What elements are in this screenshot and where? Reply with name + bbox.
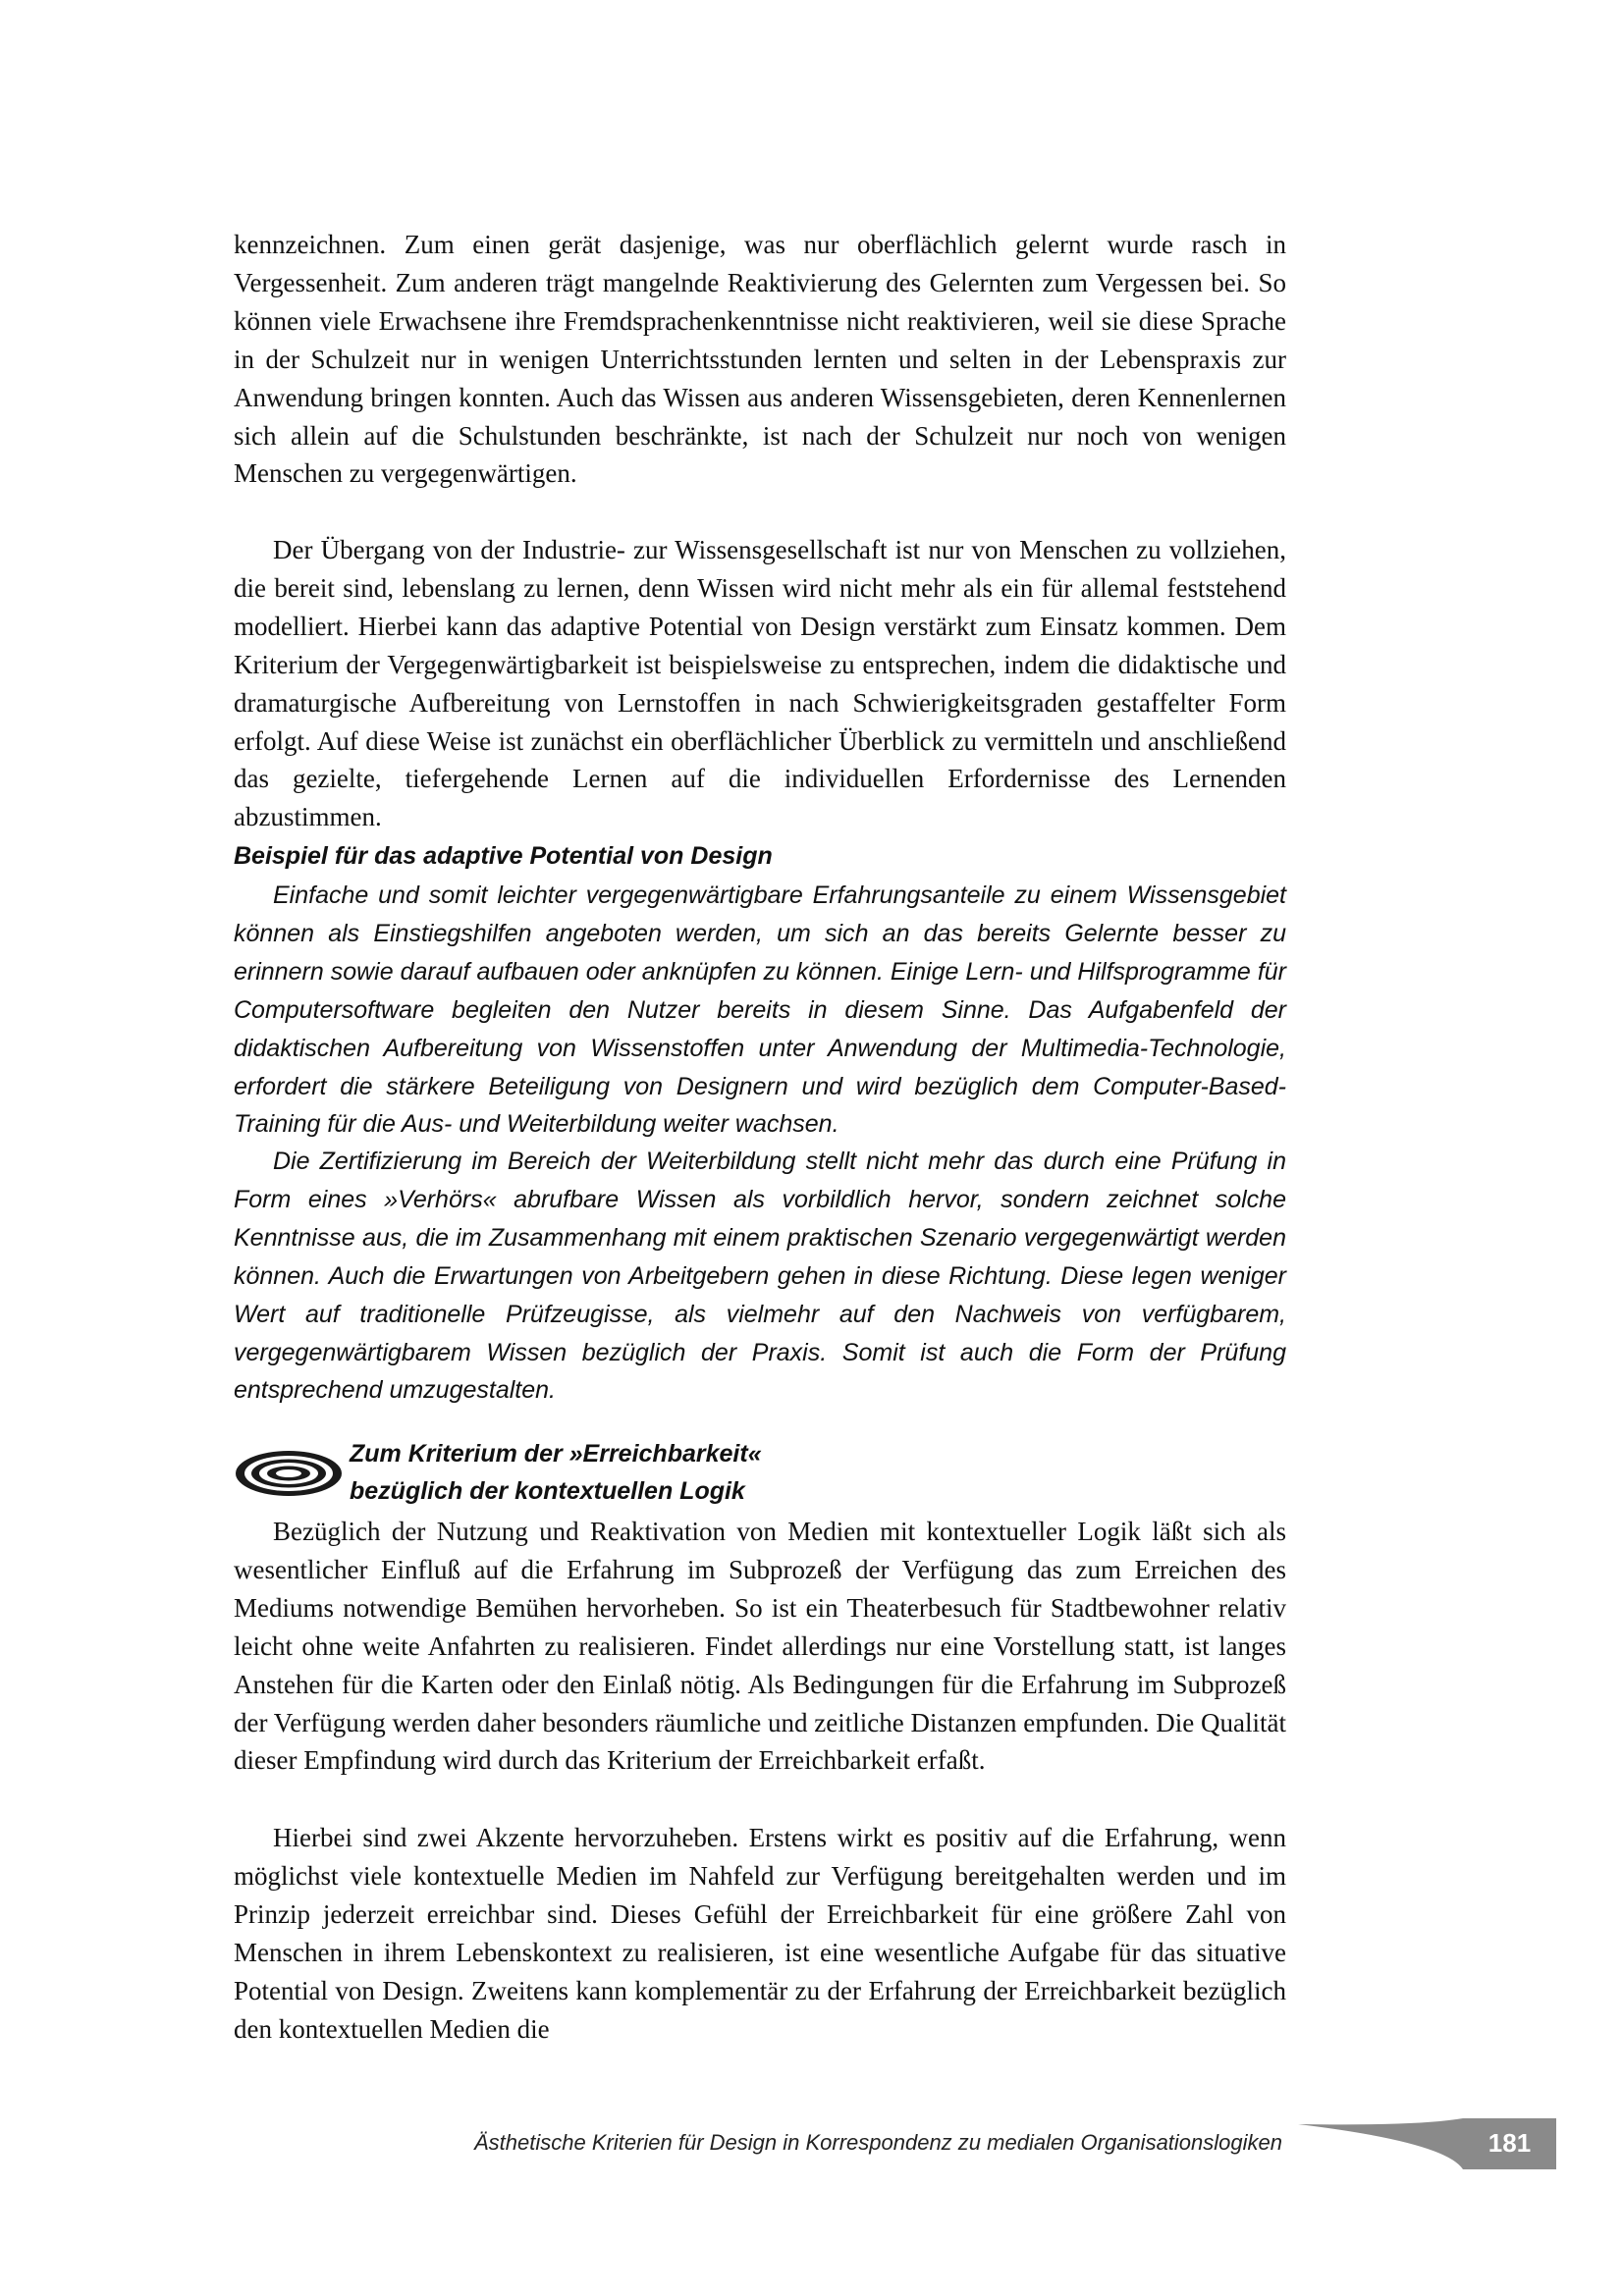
running-footer-title: Ästhetische Kriterien für Design in Korrespondenz zu medialen Organisationslogiken bbox=[473, 2130, 1282, 2155]
example-heading: Beispiel für das adaptive Potential von Design bbox=[234, 842, 773, 870]
section-paragraph-1: Bezüglich der Nutzung und Reaktivation von Medien mit kontextueller Logik läßt sich als wesentlicher Einfluß auf die Erfahrung im Subprozeß der Verfügung das zum Erreichen des Mediums notwendige Bemühen hervorheben. So ist ein Theaterbesuch für Stadtbewohner relativ leicht ohne weite Anfahrten zu realisieren. Findet allerdings nur eine Vorstellung statt, ist langes Anstehen für die Karten oder den Einlaß nötig. Als Bedingungen für die Erfahrung im Subprozeß der Verfügung werden daher besonders räumliche und zeitliche Distanzen empfunden. Die Qualität dieser Empfindung wird durch das Kriterium der Erreichbarkeit erfaßt. bbox=[234, 1517, 1286, 1776]
body-paragraph-2: Der Übergang von der Industrie- zur Wissensgesellschaft ist nur von Menschen zu vollziehen, die bereit sind, lebenslang zu lernen, denn Wissen wird nicht mehr als ein für allemal feststehend modelliert. Hierbei kann das adaptive Potential von Design verstärkt zum Einsatz kommen. Dem Kriterium der Vergegenwärtigbarkeit ist beispielsweise zu entsprechen, indem die didaktische und dramaturgische Aufbereitung von Lernstoffen in nach Schwierigkeitsgraden gestaffelter Form erfolgt. Auf diese Weise ist zunächst ein oberflächlicher Überblick zu vermitteln und anschließend das gezielte, tiefergehende Lernen auf die individuellen Erfordernisse des Lernenden abzustimmen. bbox=[234, 535, 1286, 832]
page-number: 181 bbox=[1488, 2128, 1532, 2158]
section-heading-line-2: bezüglich der kontextuellen Logik bbox=[350, 1477, 745, 1505]
target-icon bbox=[234, 1449, 344, 1498]
body-paragraph-1: kennzeichnen. Zum einen gerät dasjenige, was nur oberflächlich gelernt wurde rasch in Vergessenheit. Zum anderen trägt mangelnde Reaktivierung des Gelernten zum Vergessen bei. So können viele Erwachsene ihre Fremdsprachenkenntnisse nicht reaktivieren, weil sie diese Sprache in der Schulzeit nur in wenigen Unterrichtsstunden lernten und selten in der Lebenspraxis zur Anwendung bringen konnten. Auch das Wissen aus anderen Wissensgebieten, deren Kennenlernen sich allein auf die Schulstunden beschränkte, ist nach der Schulzeit nur noch von wenigen Menschen zu vergegenwärtigen. bbox=[234, 230, 1286, 489]
example-paragraph-1: Einfache und somit leichter vergegenwärtigbare Erfahrungsanteile zu einem Wissensgebiet können als Einstiegshilfen angeboten werden, um sich an das bereits Gelernte besser zu erinnern sowie darauf aufbauen oder anknüpfen zu können. Einige Lern- und Hilfsprogramme für Computersoftware begleiten den Nutzer bereits in diesem Sinne. Das Aufgabenfeld der didaktischen Aufbereitung von Wissenstoffen unter Anwendung der Multimedia-Technologie, erfordert die stärkere Beteiligung von Designern und wird bezüglich dem Computer-Based-Training für die Aus- und Weiterbildung weiter wachsen. bbox=[234, 881, 1286, 1139]
example-paragraph-2: Die Zertifizierung im Bereich der Weiterbildung stellt nicht mehr das durch eine Prüfung in Form eines »Verhörs« abrufbare Wissen als vorbildlich hervor, sondern zeichnet solche Kenntnisse aus, die im Zusammenhang mit einem praktischen Szenario vergegenwärtigt werden können. Auch die Erwartungen von Arbeitgebern gehen in diese Richtung. Diese legen weniger Wert auf traditionelle Prüfzeugisse, als vielmehr auf den Nachweis von verfügbarem, vergegenwärtigbarem Wissen bezüglich der Praxis. Somit ist auch die Form der Prüfung entsprechend umzugestalten. bbox=[234, 1148, 1286, 1405]
section-paragraph-2: Hierbei sind zwei Akzente hervorzuheben. Erstens wirkt es positiv auf die Erfahrung, wenn möglichst viele kontextuelle Medien im Nahfeld zur Verfügung bereitgehalten werden und im Prinzip jederzeit erreichbar sind. Dieses Gefühl der Erreichbarkeit für eine größere Zahl von Menschen in ihrem Lebenskontext zu realisieren, ist eine wesentliche Aufgabe für das situative Potential von Design. Zweitens kann komplementär zu der Erfahrung der Erreichbarkeit bezüglich den kontextuellen Medien die bbox=[234, 1823, 1286, 2044]
section-heading bbox=[350, 1435, 762, 1510]
section-heading-line-1: Zum Kriterium der »Erreichbarkeit« bbox=[350, 1440, 762, 1468]
